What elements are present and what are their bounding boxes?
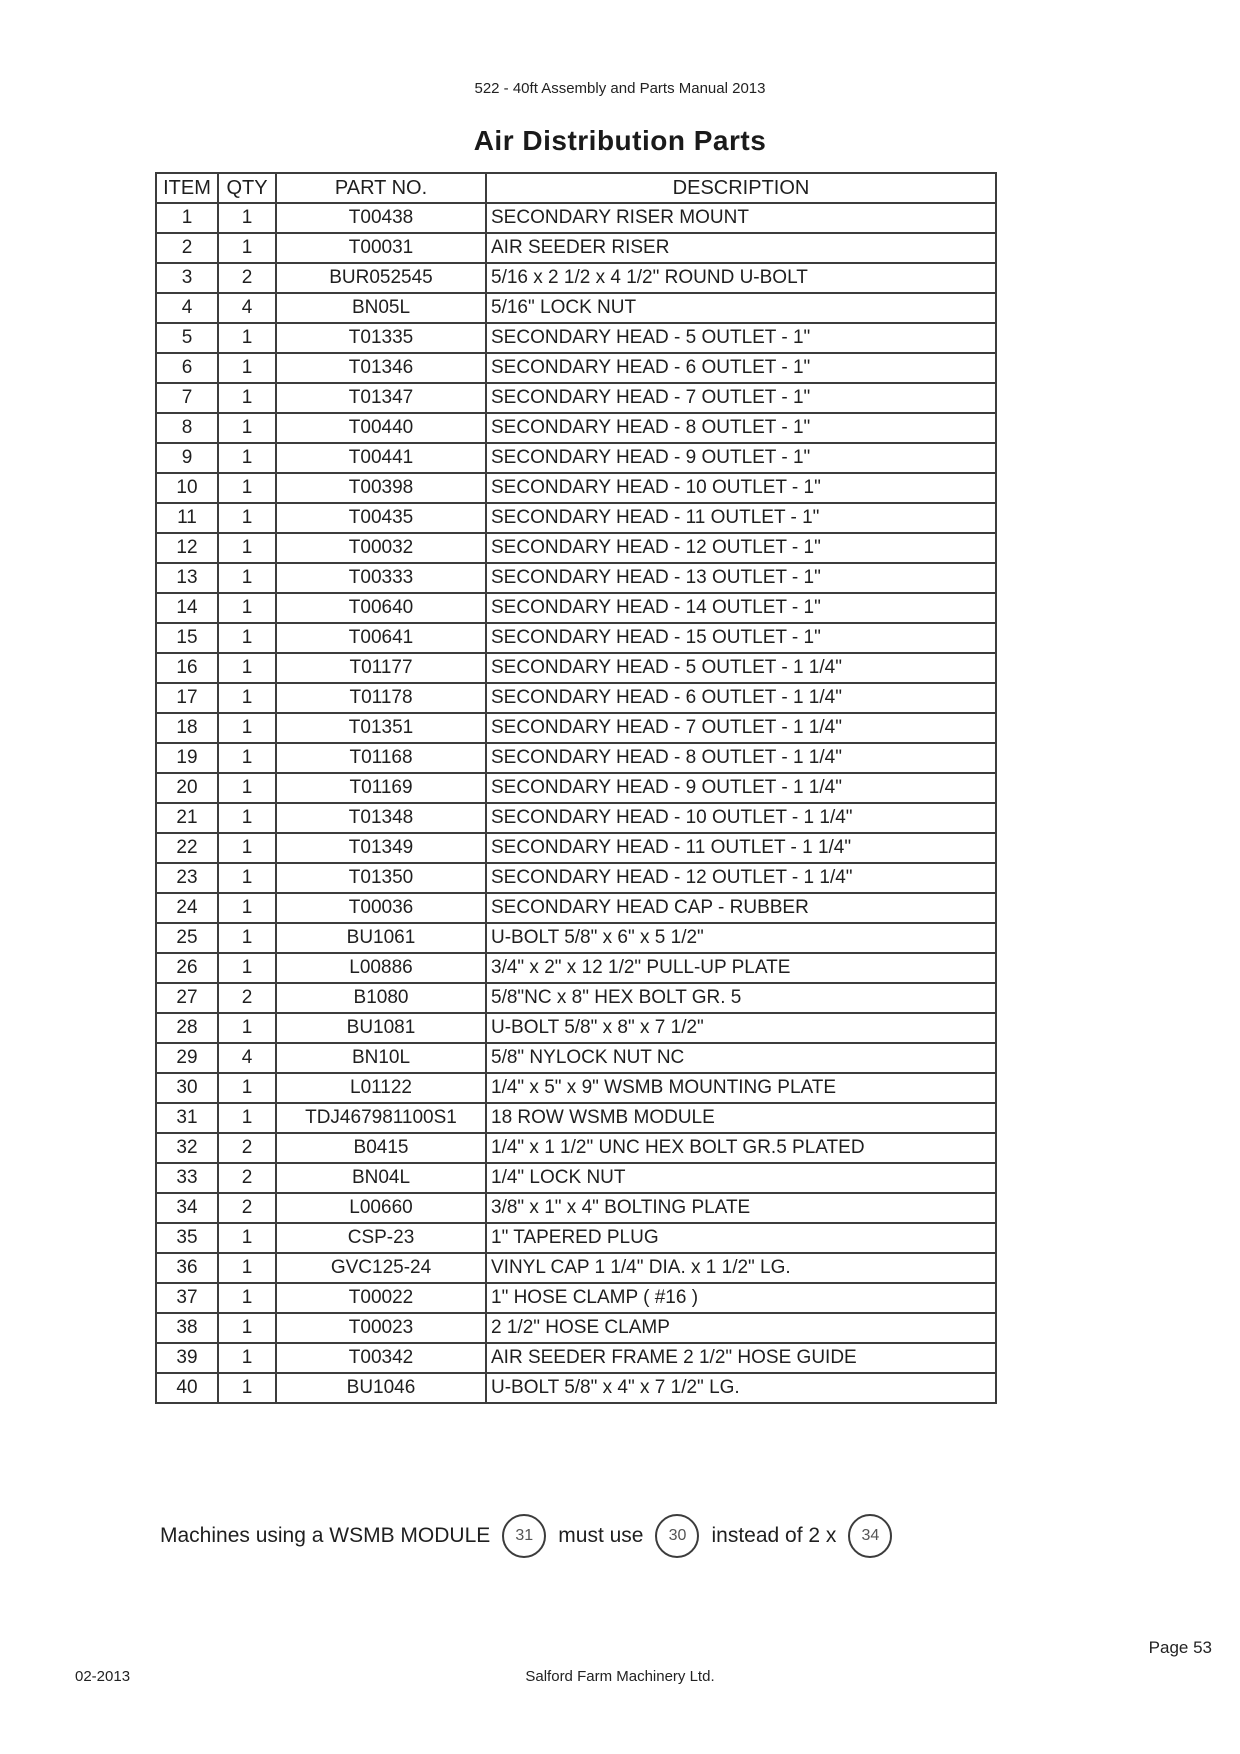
cell-part-no: T00023 — [276, 1313, 486, 1343]
table-row — [156, 203, 996, 233]
cell-description: SECONDARY RISER MOUNT — [486, 203, 996, 233]
cell-qty: 1 — [218, 503, 276, 533]
cell-item: 34 — [156, 1193, 218, 1223]
cell-qty: 4 — [218, 293, 276, 323]
cell-qty: 2 — [218, 1163, 276, 1193]
column-header-qty: QTY — [218, 173, 276, 203]
cell-description: 18 ROW WSMB MODULE — [486, 1103, 996, 1133]
column-header-description: DESCRIPTION — [486, 173, 996, 203]
table-row — [156, 773, 996, 803]
cell-item: 11 — [156, 503, 218, 533]
cell-qty: 1 — [218, 1073, 276, 1103]
table-row — [156, 593, 996, 623]
cell-description: 1" HOSE CLAMP ( #16 ) — [486, 1283, 996, 1313]
table-row — [156, 923, 996, 953]
cell-item: 2 — [156, 233, 218, 263]
table-row — [156, 893, 996, 923]
cell-part-no: BN10L — [276, 1043, 486, 1073]
table-row — [156, 233, 996, 263]
cell-description: 5/16 x 2 1/2 x 4 1/2" ROUND U-BOLT — [486, 263, 996, 293]
table-row — [156, 1283, 996, 1313]
cell-item: 20 — [156, 773, 218, 803]
cell-item: 21 — [156, 803, 218, 833]
cell-description: SECONDARY HEAD - 11 OUTLET - 1" — [486, 503, 996, 533]
cell-item: 18 — [156, 713, 218, 743]
cell-description: 3/4" x 2" x 12 1/2" PULL-UP PLATE — [486, 953, 996, 983]
cell-qty: 1 — [218, 1013, 276, 1043]
cell-item: 33 — [156, 1163, 218, 1193]
cell-part-no: L01122 — [276, 1073, 486, 1103]
cell-qty: 2 — [218, 983, 276, 1013]
cell-description: 2 1/2" HOSE CLAMP — [486, 1313, 996, 1343]
footer-company: Salford Farm Machinery Ltd. — [525, 1668, 715, 1685]
cell-qty: 1 — [218, 953, 276, 983]
table-row — [156, 833, 996, 863]
table-row — [156, 473, 996, 503]
circled-item-31: 31 — [502, 1514, 546, 1558]
cell-description: AIR SEEDER RISER — [486, 233, 996, 263]
table-row — [156, 863, 996, 893]
table-row — [156, 983, 996, 1013]
cell-item: 4 — [156, 293, 218, 323]
cell-qty: 4 — [218, 1043, 276, 1073]
cell-qty: 1 — [218, 1283, 276, 1313]
cell-part-no: T00031 — [276, 233, 486, 263]
cell-item: 1 — [156, 203, 218, 233]
cell-item: 32 — [156, 1133, 218, 1163]
table-row — [156, 1103, 996, 1133]
cell-qty: 1 — [218, 443, 276, 473]
cell-part-no: T00441 — [276, 443, 486, 473]
cell-part-no: T01335 — [276, 323, 486, 353]
cell-part-no: T00640 — [276, 593, 486, 623]
cell-description: SECONDARY HEAD - 14 OUTLET - 1" — [486, 593, 996, 623]
cell-description: SECONDARY HEAD CAP - RUBBER — [486, 893, 996, 923]
note-text-1: Machines using a WSMB MODULE — [160, 1524, 491, 1547]
cell-qty: 1 — [218, 563, 276, 593]
cell-item: 35 — [156, 1223, 218, 1253]
table-row — [156, 1343, 996, 1373]
cell-description: U-BOLT 5/8" x 8" x 7 1/2" — [486, 1013, 996, 1043]
table-row — [156, 653, 996, 683]
cell-description: 3/8" x 1" x 4" BOLTING PLATE — [486, 1193, 996, 1223]
cell-part-no: T01351 — [276, 713, 486, 743]
cell-part-no: L00660 — [276, 1193, 486, 1223]
table-row — [156, 563, 996, 593]
table-row — [156, 1043, 996, 1073]
cell-qty: 1 — [218, 413, 276, 443]
page-title: Air Distribution Parts — [473, 125, 767, 156]
cell-description: SECONDARY HEAD - 5 OUTLET - 1" — [486, 323, 996, 353]
table-row — [156, 503, 996, 533]
cell-part-no: T00022 — [276, 1283, 486, 1313]
table-row — [156, 1223, 996, 1253]
cell-part-no: L00886 — [276, 953, 486, 983]
table-row — [156, 293, 996, 323]
cell-qty: 1 — [218, 863, 276, 893]
cell-item: 24 — [156, 893, 218, 923]
cell-part-no: T00032 — [276, 533, 486, 563]
footer-page-number: Page 53 — [1148, 1638, 1212, 1657]
cell-description: SECONDARY HEAD - 5 OUTLET - 1 1/4" — [486, 653, 996, 683]
cell-part-no: BU1081 — [276, 1013, 486, 1043]
cell-qty: 1 — [218, 623, 276, 653]
table-row — [156, 383, 996, 413]
cell-part-no: T00398 — [276, 473, 486, 503]
cell-description: 5/8"NC x 8" HEX BOLT GR. 5 — [486, 983, 996, 1013]
cell-description: SECONDARY HEAD - 7 OUTLET - 1" — [486, 383, 996, 413]
cell-description: SECONDARY HEAD - 15 OUTLET - 1" — [486, 623, 996, 653]
cell-item: 6 — [156, 353, 218, 383]
cell-description: SECONDARY HEAD - 8 OUTLET - 1" — [486, 413, 996, 443]
cell-part-no: T00641 — [276, 623, 486, 653]
circled-item-30: 30 — [655, 1514, 699, 1558]
cell-item: 37 — [156, 1283, 218, 1313]
cell-qty: 1 — [218, 1253, 276, 1283]
cell-part-no: BN04L — [276, 1163, 486, 1193]
cell-description: AIR SEEDER FRAME 2 1/2" HOSE GUIDE — [486, 1343, 996, 1373]
table-row — [156, 1163, 996, 1193]
cell-item: 23 — [156, 863, 218, 893]
circled-item-34: 34 — [848, 1514, 892, 1558]
wsmb-note — [160, 1514, 892, 1558]
cell-qty: 1 — [218, 683, 276, 713]
cell-description: 1/4" LOCK NUT — [486, 1163, 996, 1193]
cell-item: 25 — [156, 923, 218, 953]
cell-item: 38 — [156, 1313, 218, 1343]
cell-qty: 2 — [218, 1133, 276, 1163]
cell-part-no: BU1061 — [276, 923, 486, 953]
cell-part-no: T01168 — [276, 743, 486, 773]
cell-part-no: BN05L — [276, 293, 486, 323]
table-row — [156, 953, 996, 983]
cell-description: SECONDARY HEAD - 9 OUTLET - 1" — [486, 443, 996, 473]
table-row — [156, 743, 996, 773]
cell-description: SECONDARY HEAD - 10 OUTLET - 1 1/4" — [486, 803, 996, 833]
cell-qty: 1 — [218, 1103, 276, 1133]
cell-description: 5/8" NYLOCK NUT NC — [486, 1043, 996, 1073]
cell-description: SECONDARY HEAD - 12 OUTLET - 1 1/4" — [486, 863, 996, 893]
footer-date: 02-2013 — [75, 1668, 131, 1685]
cell-qty: 1 — [218, 713, 276, 743]
cell-qty: 2 — [218, 263, 276, 293]
cell-description: 1/4" x 1 1/2" UNC HEX BOLT GR.5 PLATED — [486, 1133, 996, 1163]
cell-qty: 1 — [218, 893, 276, 923]
table-row — [156, 1193, 996, 1223]
cell-item: 19 — [156, 743, 218, 773]
cell-description: VINYL CAP 1 1/4" DIA. x 1 1/2" LG. — [486, 1253, 996, 1283]
cell-qty: 1 — [218, 923, 276, 953]
cell-item: 16 — [156, 653, 218, 683]
cell-item: 36 — [156, 1253, 218, 1283]
cell-part-no: CSP-23 — [276, 1223, 486, 1253]
table-row — [156, 263, 996, 293]
cell-qty: 1 — [218, 233, 276, 263]
cell-qty: 1 — [218, 203, 276, 233]
cell-description: SECONDARY HEAD - 8 OUTLET - 1 1/4" — [486, 743, 996, 773]
cell-item: 12 — [156, 533, 218, 563]
cell-part-no: GVC125-24 — [276, 1253, 486, 1283]
cell-part-no: T01349 — [276, 833, 486, 863]
table-row — [156, 683, 996, 713]
cell-part-no: B0415 — [276, 1133, 486, 1163]
cell-description: 1" TAPERED PLUG — [486, 1223, 996, 1253]
cell-description: U-BOLT 5/8" x 6" x 5 1/2" — [486, 923, 996, 953]
document-header: 522 - 40ft Assembly and Parts Manual 2013 — [474, 80, 766, 97]
cell-part-no: T01169 — [276, 773, 486, 803]
table-row — [156, 1133, 996, 1163]
cell-item: 15 — [156, 623, 218, 653]
cell-part-no: T00440 — [276, 413, 486, 443]
cell-part-no: T00342 — [276, 1343, 486, 1373]
table-row — [156, 803, 996, 833]
cell-item: 30 — [156, 1073, 218, 1103]
cell-qty: 1 — [218, 323, 276, 353]
cell-part-no: BUR052545 — [276, 263, 486, 293]
cell-part-no: T00333 — [276, 563, 486, 593]
cell-item: 13 — [156, 563, 218, 593]
table-row — [156, 1013, 996, 1043]
table-row — [156, 323, 996, 353]
table-row — [156, 1253, 996, 1283]
cell-description: SECONDARY HEAD - 6 OUTLET - 1" — [486, 353, 996, 383]
cell-description: SECONDARY HEAD - 6 OUTLET - 1 1/4" — [486, 683, 996, 713]
cell-description: SECONDARY HEAD - 10 OUTLET - 1" — [486, 473, 996, 503]
cell-item: 31 — [156, 1103, 218, 1133]
cell-part-no: T01350 — [276, 863, 486, 893]
cell-item: 14 — [156, 593, 218, 623]
table-row — [156, 1313, 996, 1343]
cell-item: 26 — [156, 953, 218, 983]
cell-part-no: BU1046 — [276, 1373, 486, 1403]
cell-description: SECONDARY HEAD - 9 OUTLET - 1 1/4" — [486, 773, 996, 803]
header-row — [156, 173, 996, 203]
table-row — [156, 1373, 996, 1403]
cell-part-no: T01347 — [276, 383, 486, 413]
cell-qty: 1 — [218, 353, 276, 383]
cell-part-no: B1080 — [276, 983, 486, 1013]
cell-item: 3 — [156, 263, 218, 293]
cell-item: 28 — [156, 1013, 218, 1043]
cell-description: SECONDARY HEAD - 13 OUTLET - 1" — [486, 563, 996, 593]
cell-qty: 1 — [218, 383, 276, 413]
table-row — [156, 533, 996, 563]
cell-description: 1/4" x 5" x 9" WSMB MOUNTING PLATE — [486, 1073, 996, 1103]
cell-part-no: T00036 — [276, 893, 486, 923]
cell-qty: 1 — [218, 1223, 276, 1253]
cell-qty: 1 — [218, 1373, 276, 1403]
cell-item: 27 — [156, 983, 218, 1013]
cell-part-no: T01177 — [276, 653, 486, 683]
column-header-part-no: PART NO. — [276, 173, 486, 203]
cell-part-no: T00435 — [276, 503, 486, 533]
parts-table — [155, 172, 997, 1404]
parts-table-body — [156, 203, 996, 1403]
cell-item: 17 — [156, 683, 218, 713]
parts-table-header — [156, 173, 996, 203]
cell-part-no: T01178 — [276, 683, 486, 713]
cell-item: 22 — [156, 833, 218, 863]
cell-qty: 1 — [218, 1313, 276, 1343]
table-row — [156, 623, 996, 653]
cell-qty: 1 — [218, 473, 276, 503]
table-row — [156, 1073, 996, 1103]
cell-description: SECONDARY HEAD - 11 OUTLET - 1 1/4" — [486, 833, 996, 863]
cell-description: 5/16" LOCK NUT — [486, 293, 996, 323]
table-row — [156, 443, 996, 473]
cell-qty: 1 — [218, 773, 276, 803]
cell-qty: 1 — [218, 653, 276, 683]
cell-item: 29 — [156, 1043, 218, 1073]
cell-part-no: T01348 — [276, 803, 486, 833]
column-header-item: ITEM — [156, 173, 218, 203]
cell-item: 8 — [156, 413, 218, 443]
cell-item: 5 — [156, 323, 218, 353]
cell-item: 9 — [156, 443, 218, 473]
cell-qty: 1 — [218, 593, 276, 623]
cell-part-no: T00438 — [276, 203, 486, 233]
cell-part-no: T01346 — [276, 353, 486, 383]
cell-qty: 1 — [218, 1343, 276, 1373]
cell-item: 40 — [156, 1373, 218, 1403]
cell-description: SECONDARY HEAD - 12 OUTLET - 1" — [486, 533, 996, 563]
cell-item: 10 — [156, 473, 218, 503]
cell-qty: 1 — [218, 533, 276, 563]
note-text-2: must use — [558, 1524, 644, 1547]
cell-qty: 1 — [218, 743, 276, 773]
cell-qty: 2 — [218, 1193, 276, 1223]
cell-qty: 1 — [218, 803, 276, 833]
cell-item: 7 — [156, 383, 218, 413]
cell-part-no: TDJ467981100S1 — [276, 1103, 486, 1133]
cell-item: 39 — [156, 1343, 218, 1373]
cell-qty: 1 — [218, 833, 276, 863]
table-row — [156, 713, 996, 743]
table-row — [156, 413, 996, 443]
cell-description: U-BOLT 5/8" x 4" x 7 1/2" LG. — [486, 1373, 996, 1403]
note-text-3: instead of 2 x — [711, 1524, 837, 1547]
cell-description: SECONDARY HEAD - 7 OUTLET - 1 1/4" — [486, 713, 996, 743]
table-row — [156, 353, 996, 383]
